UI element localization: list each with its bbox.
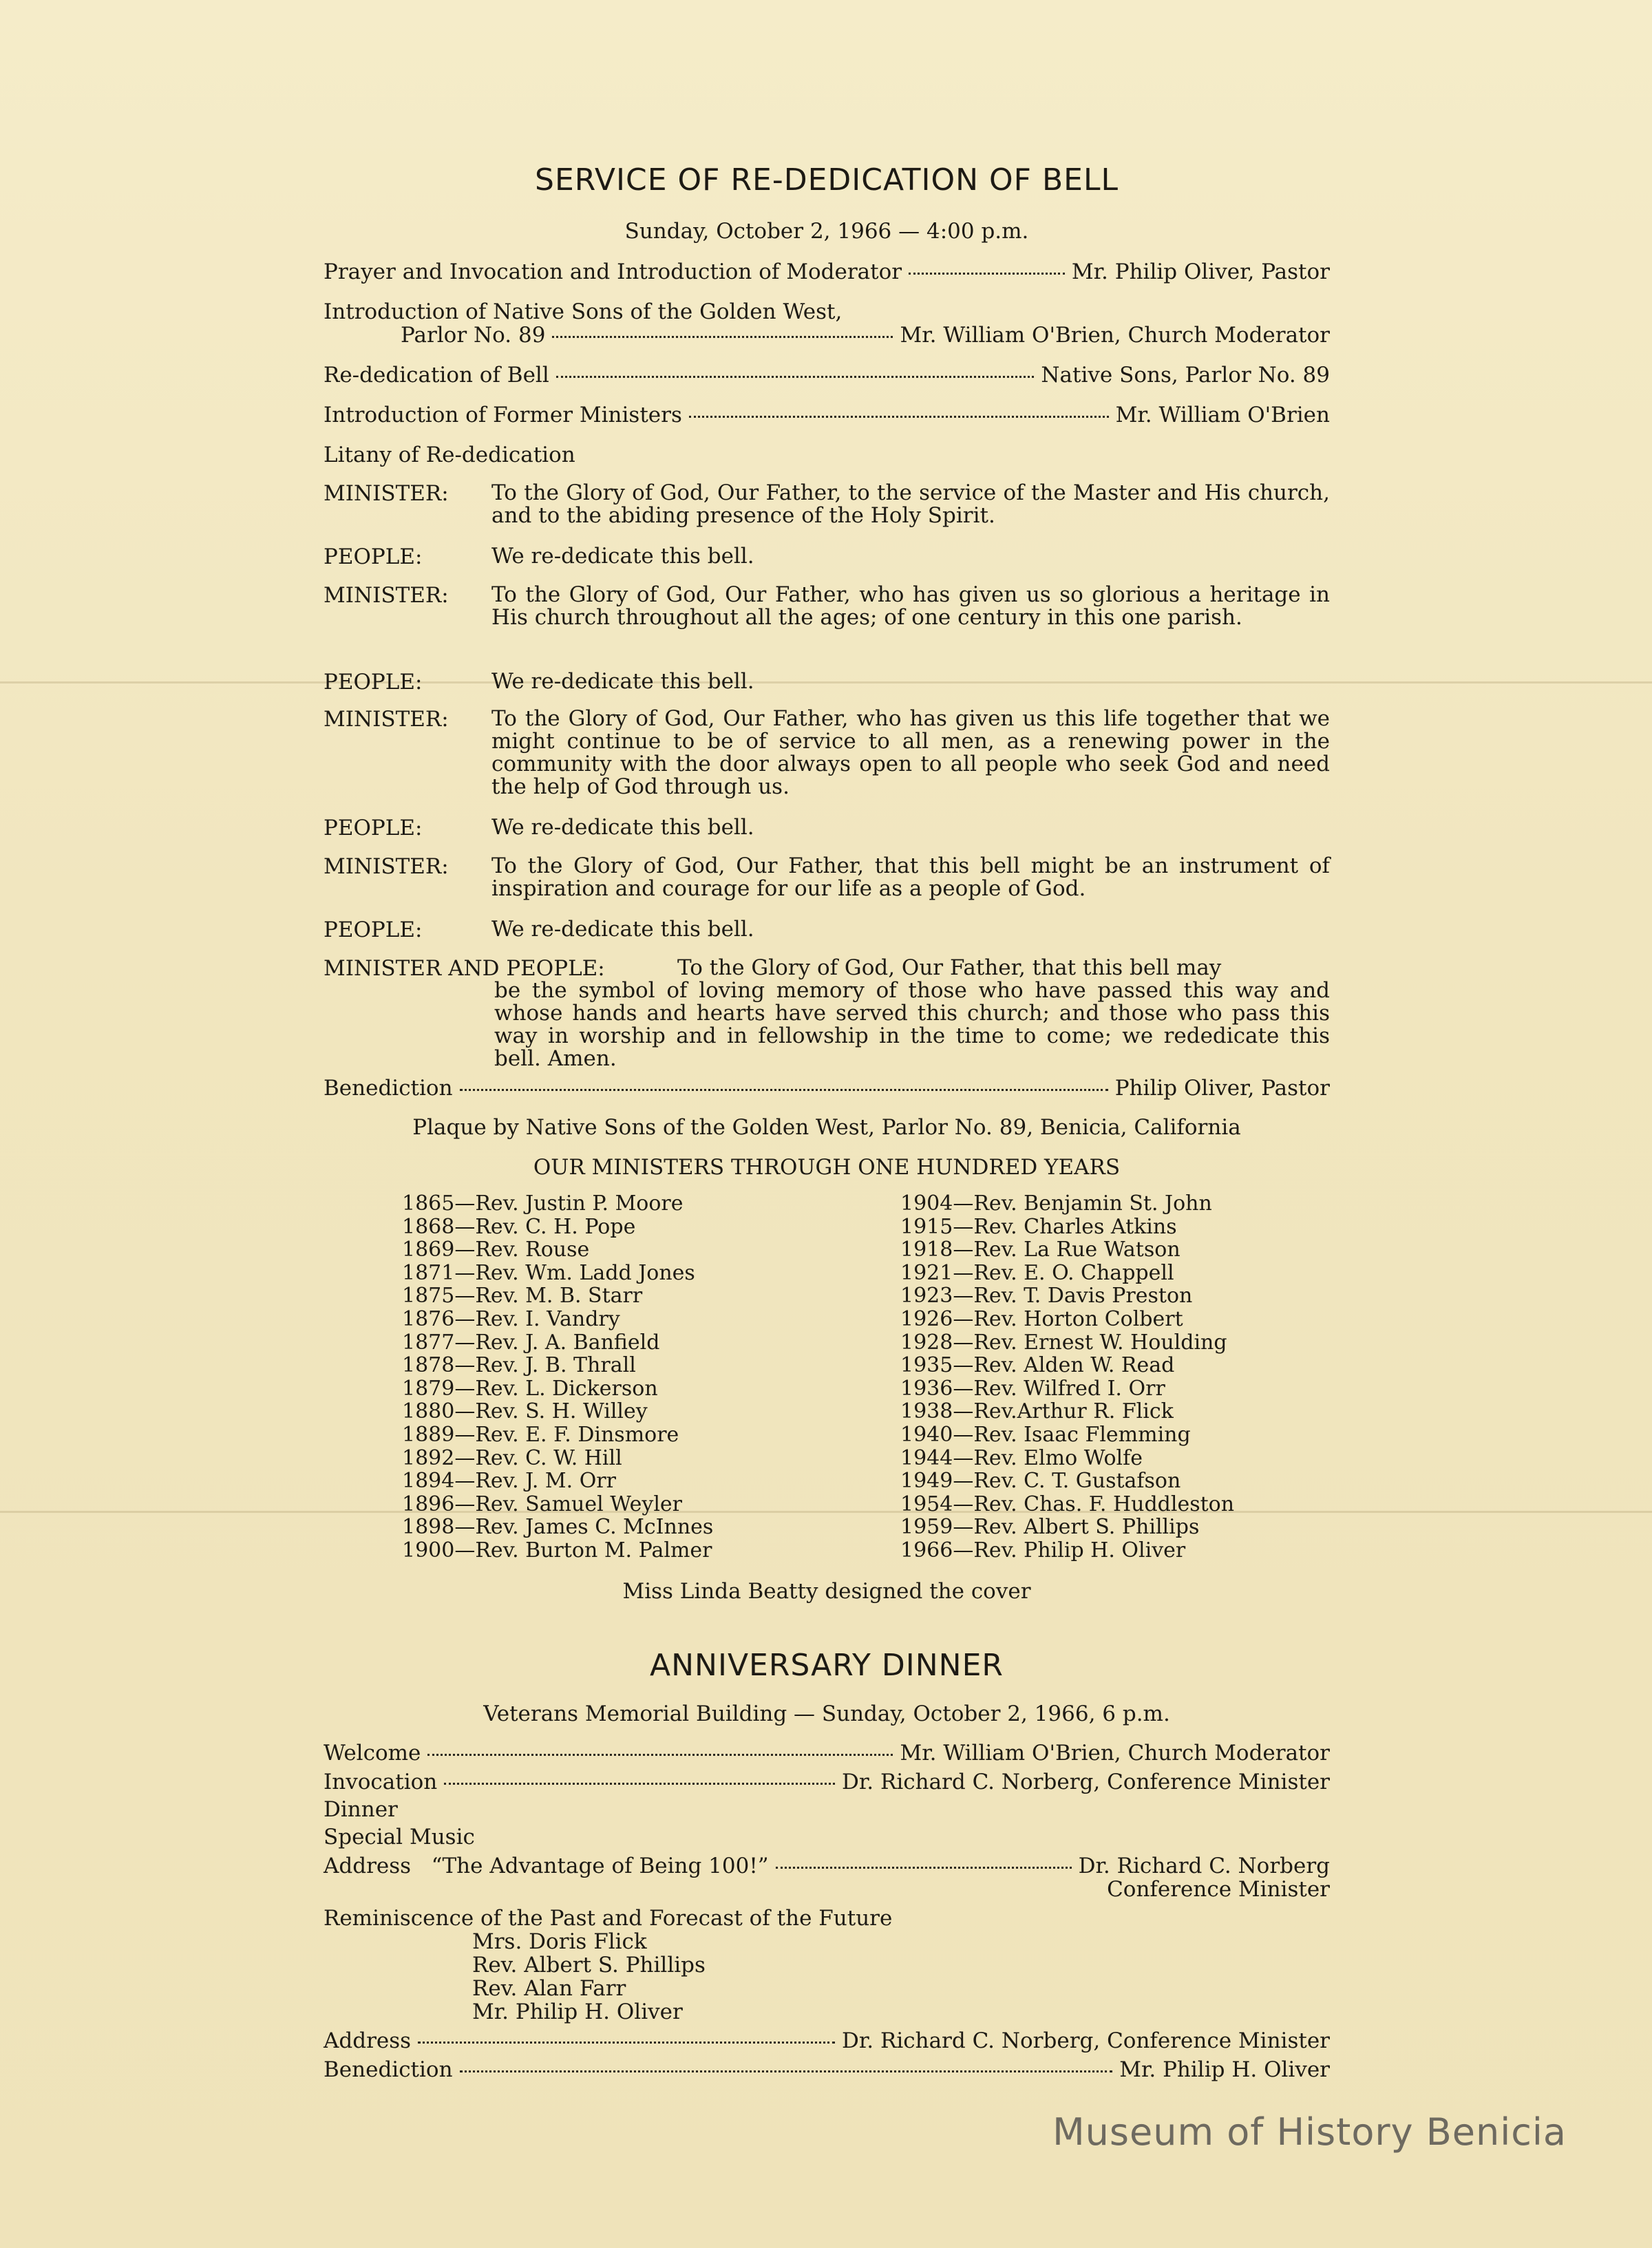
speaker-name: Mr. Philip H. Oliver [472, 2000, 683, 2024]
litany-text: We re-dedicate this bell. [491, 815, 754, 840]
litany-final-text: be the symbol of loving memory of those who have passed this way and whose hands and hearts have served this church; and those who pass this way in worship and in fellowship in the time to come; we rededicate this bell. Amen. [494, 978, 1330, 1071]
litany-role: PEOPLE: [324, 544, 423, 569]
program-item-prayer: Prayer and Invocation and Introduction of Moderator Mr. Philip Oliver, Pastor [324, 259, 1330, 284]
dinner-item-invocation: Invocation Dr. Richard C. Norberg, Conference Minister [324, 1770, 1330, 1794]
minister-entry: 1875—Rev. M. B. Starr [402, 1284, 643, 1308]
minister-entry: 1944—Rev. Elmo Wolfe [900, 1445, 1143, 1470]
minister-entry: 1954—Rev. Chas. F. Huddleston [900, 1492, 1235, 1516]
minister-entry: 1915—Rev. Charles Atkins [900, 1214, 1177, 1239]
minister-entry: 1936—Rev. Wilfred I. Orr [900, 1376, 1165, 1401]
ministers-list-left [402, 1192, 713, 1562]
minister-entry: 1921—Rev. E. O. Chappell [900, 1260, 1174, 1285]
program-item-native-sons: Parlor No. 89 Mr. William O'Brien, Church Moderator [401, 323, 1330, 348]
dinner-item-special-music: Special Music [324, 1825, 475, 1849]
minister-entry: 1904—Rev. Benjamin St. John [900, 1191, 1212, 1216]
litany-text: We re-dedicate this bell. [491, 544, 754, 569]
litany-role-final: MINISTER AND PEOPLE: [324, 956, 605, 981]
dinner-item-dinner: Dinner [324, 1797, 398, 1822]
dinner-item-address-role: Conference Minister [1107, 1877, 1330, 1902]
plaque-note: Plaque by Native Sons of the Golden West, Parlor No. 89, Benicia, California [412, 1115, 1241, 1140]
cover-credit: Miss Linda Beatty designed the cover [622, 1579, 1031, 1604]
ministers-heading: OUR MINISTERS THROUGH ONE HUNDRED YEARS [533, 1155, 1121, 1180]
paper-fold-line [0, 1511, 1652, 1513]
minister-entry: 1959—Rev. Albert S. Phillips [900, 1515, 1200, 1540]
speaker-name: Rev. Albert S. Phillips [472, 1953, 706, 1977]
minister-entry: 1926—Rev. Horton Colbert [900, 1306, 1183, 1331]
minister-entry: 1880—Rev. S. H. Willey [402, 1399, 648, 1424]
program-item-former-ministers: Introduction of Former Ministers Mr. William O'Brien [324, 403, 1330, 427]
minister-entry: 1894—Rev. J. M. Orr [402, 1469, 616, 1494]
minister-entry: 1949—Rev. C. T. Gustafson [900, 1469, 1181, 1494]
minister-entry: 1928—Rev. Ernest W. Houlding [900, 1330, 1227, 1355]
minister-entry: 1868—Rev. C. H. Pope [402, 1214, 636, 1239]
minister-entry: 1938—Rev.Arthur R. Flick [900, 1399, 1174, 1424]
litany-role: MINISTER: [324, 481, 449, 506]
minister-entry: 1923—Rev. T. Davis Preston [900, 1284, 1193, 1308]
litany-role: PEOPLE: [324, 816, 423, 840]
museum-watermark: Museum of History Benicia [1052, 2110, 1567, 2154]
minister-entry: 1935—Rev. Alden W. Read [900, 1353, 1175, 1378]
service-date: Sunday, October 2, 1966 — 4:00 p.m. [624, 219, 1029, 244]
litany-role: MINISTER: [324, 854, 449, 879]
dinner-item-welcome: Welcome Mr. William O'Brien, Church Moderator [324, 1741, 1330, 1765]
litany-text: To the Glory of God, Our Father, that this bell might be an instrument of inspiration and courage for our life as a people of God. [491, 853, 1330, 901]
dinner-item-benediction: Benediction Mr. Philip H. Oliver [324, 2057, 1330, 2082]
dinner-title: ANNIVERSARY DINNER [650, 1648, 1004, 1683]
minister-entry: 1896—Rev. Samuel Weyler [402, 1492, 683, 1516]
litany-final-first-line: To the Glory of God, Our Father, that this bell may [677, 955, 1222, 980]
minister-entry: 1869—Rev. Rouse [402, 1238, 590, 1262]
minister-entry: 1889—Rev. E. F. Dinsmore [402, 1422, 679, 1447]
dinner-item-reminiscence: Reminiscence of the Past and Forecast of the Future [324, 1906, 893, 1931]
litany-text: We re-dedicate this bell. [491, 917, 754, 942]
litany-role: PEOPLE: [324, 918, 423, 942]
minister-entry: 1940—Rev. Isaac Flemming [900, 1422, 1191, 1447]
minister-entry: 1879—Rev. L. Dickerson [402, 1376, 658, 1401]
litany-heading: Litany of Re-dedication [324, 443, 575, 467]
minister-entry: 1876—Rev. I. Vandry [402, 1306, 620, 1331]
dinner-item-address: Address “The Advantage of Being 100!” Dr. Richard C. Norberg [324, 1854, 1330, 1878]
minister-entry: 1878—Rev. J. B. Thrall [402, 1353, 636, 1378]
litany-role: PEOPLE: [324, 670, 423, 694]
minister-entry: 1877—Rev. J. A. Banfield [402, 1330, 660, 1355]
litany-text: To the Glory of God, Our Father, who has given us this life together that we might continue to be of service to all men, as a renewing power in the community with the door always open to all people who seek God and need the help of God through us. [491, 706, 1330, 799]
litany-text: To the Glory of God, Our Father, who has given us so glorious a heritage in His church throughout all the ages; of one century in this one parish. [491, 582, 1330, 630]
ministers-list-right [900, 1192, 1234, 1562]
litany-text: We re-dedicate this bell. [491, 669, 754, 694]
litany-role: MINISTER: [324, 583, 449, 608]
litany-role: MINISTER: [324, 707, 449, 732]
litany-text: To the Glory of God, Our Father, to the service of the Master and His church, and to the abiding presence of the Holy Spirit. [491, 480, 1330, 528]
minister-entry: 1898—Rev. James C. McInnes [402, 1515, 714, 1540]
minister-entry: 1900—Rev. Burton M. Palmer [402, 1538, 712, 1562]
dinner-subtitle: Veterans Memorial Building — Sunday, October 2, 1966, 6 p.m. [483, 1701, 1170, 1726]
minister-entry: 1892—Rev. C. W. Hill [402, 1445, 622, 1470]
minister-entry: 1966—Rev. Philip H. Oliver [900, 1538, 1186, 1562]
dinner-item-address-2: Address Dr. Richard C. Norberg, Conference Minister [324, 2028, 1330, 2053]
service-title: SERVICE OF RE-DEDICATION OF BELL [535, 162, 1119, 198]
program-item-rededication: Re-dedication of Bell Native Sons, Parlor No. 89 [324, 363, 1330, 388]
minister-entry: 1918—Rev. La Rue Watson [900, 1238, 1180, 1262]
program-item-native-sons-line1: Introduction of Native Sons of the Golden West, [324, 299, 843, 324]
speaker-name: Rev. Alan Farr [472, 1976, 626, 2001]
minister-entry: 1871—Rev. Wm. Ladd Jones [402, 1260, 695, 1285]
speaker-name: Mrs. Doris Flick [472, 1929, 647, 1954]
benediction-item: Benediction Philip Oliver, Pastor [324, 1076, 1330, 1101]
minister-entry: 1865—Rev. Justin P. Moore [402, 1191, 684, 1216]
